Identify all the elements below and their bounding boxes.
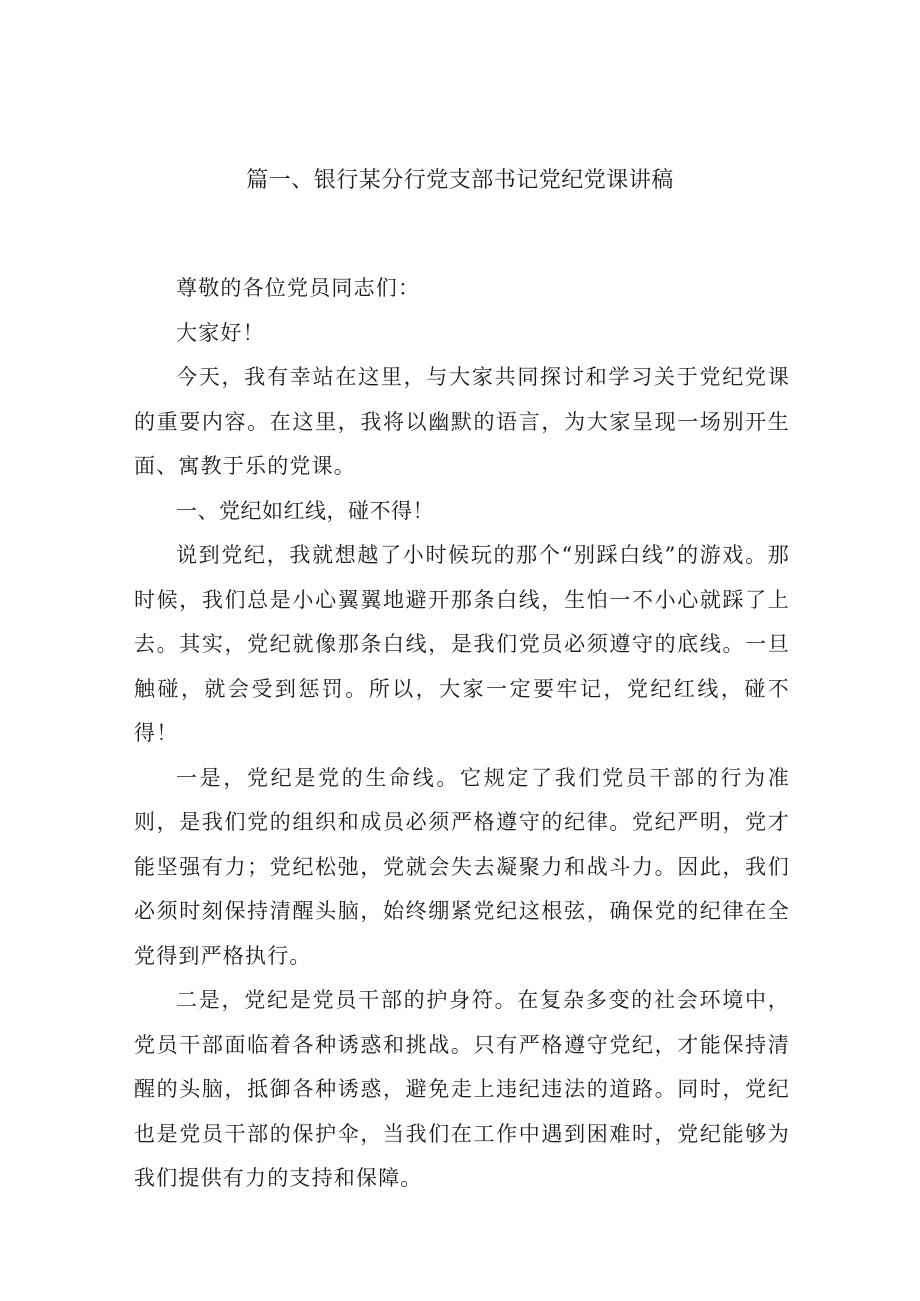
document-body — [134, 266, 790, 1201]
document-title: 篇一、银行某分行党支部书记党纪党课讲稿 — [246, 168, 674, 193]
intro-paragraph: 今天，我有幸站在这里，与大家共同探讨和学习关于党纪党课的重要内容。在这里，我将以幽默的语言，为大家呈现一场别开生面、寓教于乐的党课。 — [134, 365, 790, 478]
body-paragraph: 说到党纪，我就想越了小时候玩的那个“别踩白线”的游戏。那时候，我们总是小心翼翼地避开那条白线，生怕一不小心就踩了上去。其实，党纪就像那条白线，是我们党员必须遵守的底线。一旦触碰，就会受到惩罚。所以，大家一定要牢记，党纪红线，碰不得！ — [134, 543, 790, 745]
body-paragraph: 二是，党纪是党员干部的护身符。在复杂多变的社会环境中，党员干部面临着各种诱惑和挑战。只有严格遵守党纪，才能保持清醒的头脑，抵御各种诱惑，避免走上违纪违法的道路。同时，党纪也是党员干部的保护伞，当我们在工作中遇到困难时，党纪能够为我们提供有力的支持和保障。 — [134, 988, 790, 1190]
greeting-paragraph: 尊敬的各位党员同志们： — [176, 276, 421, 300]
section-heading: 一、党纪如红线，碰不得！ — [176, 498, 434, 523]
body-paragraph: 一是，党纪是党的生命线。它规定了我们党员干部的行为准则，是我们党的组织和成员必须严格遵守的纪律。党纪严明，党才能坚强有力；党纪松弛，党就会失去凝聚力和战斗力。因此，我们必须时刻保持清醒头脑，始终绷紧党纪这根弦，确保党的纪律在全党得到严格执行。 — [134, 765, 790, 968]
hello-paragraph: 大家好！ — [176, 320, 265, 345]
